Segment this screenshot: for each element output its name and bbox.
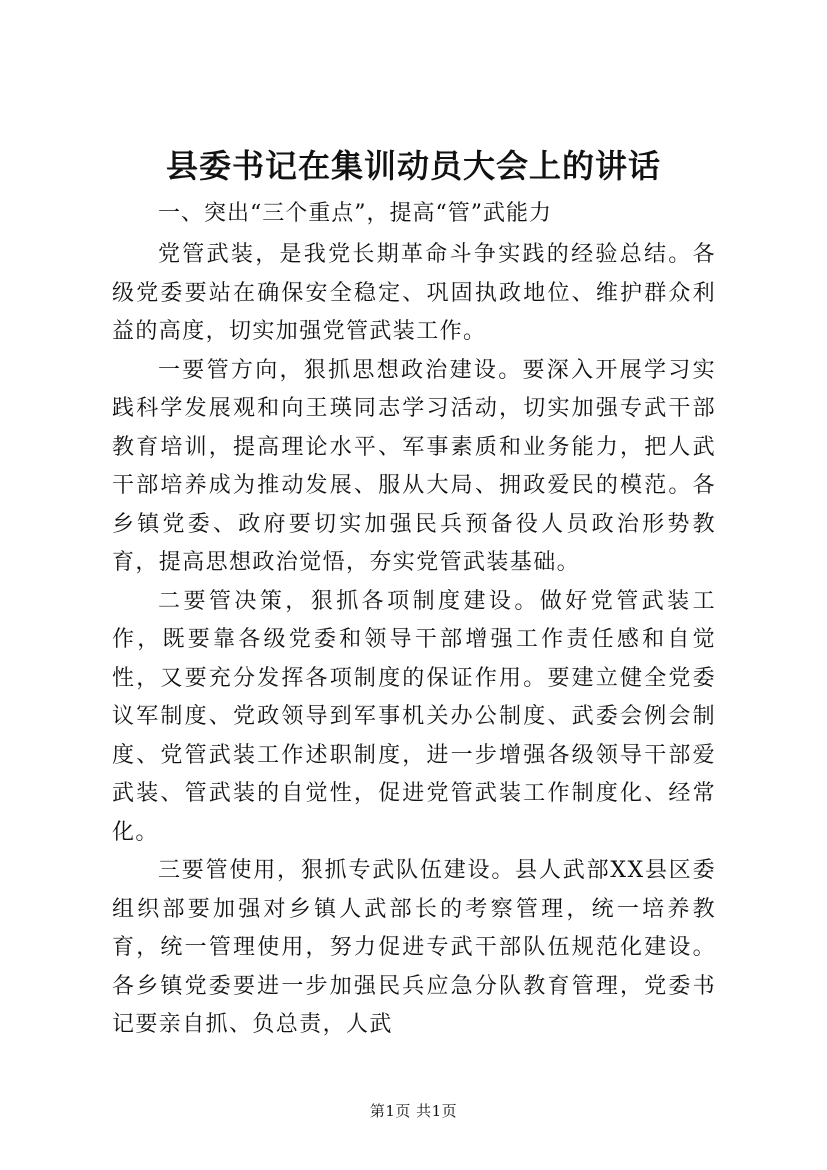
- paragraph: 一要管方向，狠抓思想政治建设。要深入开展学习实践科学发展观和向王瑛同志学习活动，切实加强专武干部教育培训，提高理论水平、军事素质和业务能力，把人武干部培养成为推动发展、服从大局、拥政爱民的模范。各乡镇党委、政府要切实加强民兵预备役人员政治形势教育，提高思想政治觉悟，夯实党管武装基础。: [112, 357, 716, 575]
- paragraph: 二要管决策，狠抓各项制度建设。做好党管武装工作，既要靠各级党委和领导干部增强工作责任感和自觉性，又要充分发挥各项制度的保证作用。要建立健全党委议军制度、党政领导到军事机关办公制度、武委会例会制度、党管武装工作述职制度，进一步增强各级领导干部爱武装、管武装的自觉性，促进党管武装工作制度化、经常化。: [112, 588, 716, 845]
- page-footer: 第1页 共1页: [369, 1102, 458, 1120]
- paragraph: 党管武装，是我党长期革命斗争实践的经验总结。各级党委要站在确保安全稳定、巩固执政地位、维护群众利益的高度，切实加强党管武装工作。: [112, 242, 716, 344]
- document-title: 县委书记在集训动员大会上的讲话: [165, 147, 661, 185]
- document-body: [112, 236, 716, 1045]
- section-heading: 一、突出“三个重点”，提高“管”武能力: [158, 201, 552, 226]
- paragraph: 三要管使用，狠抓专武队伍建设。县人武部XX县区委组织部要加强对乡镇人武部长的考察管理，统一培养教育，统一管理使用，努力促进专武干部队伍规范化建设。各乡镇党委要进一步加强民兵应急分队教育管理，党委书记要亲自抓、负总责，人武: [112, 858, 716, 1037]
